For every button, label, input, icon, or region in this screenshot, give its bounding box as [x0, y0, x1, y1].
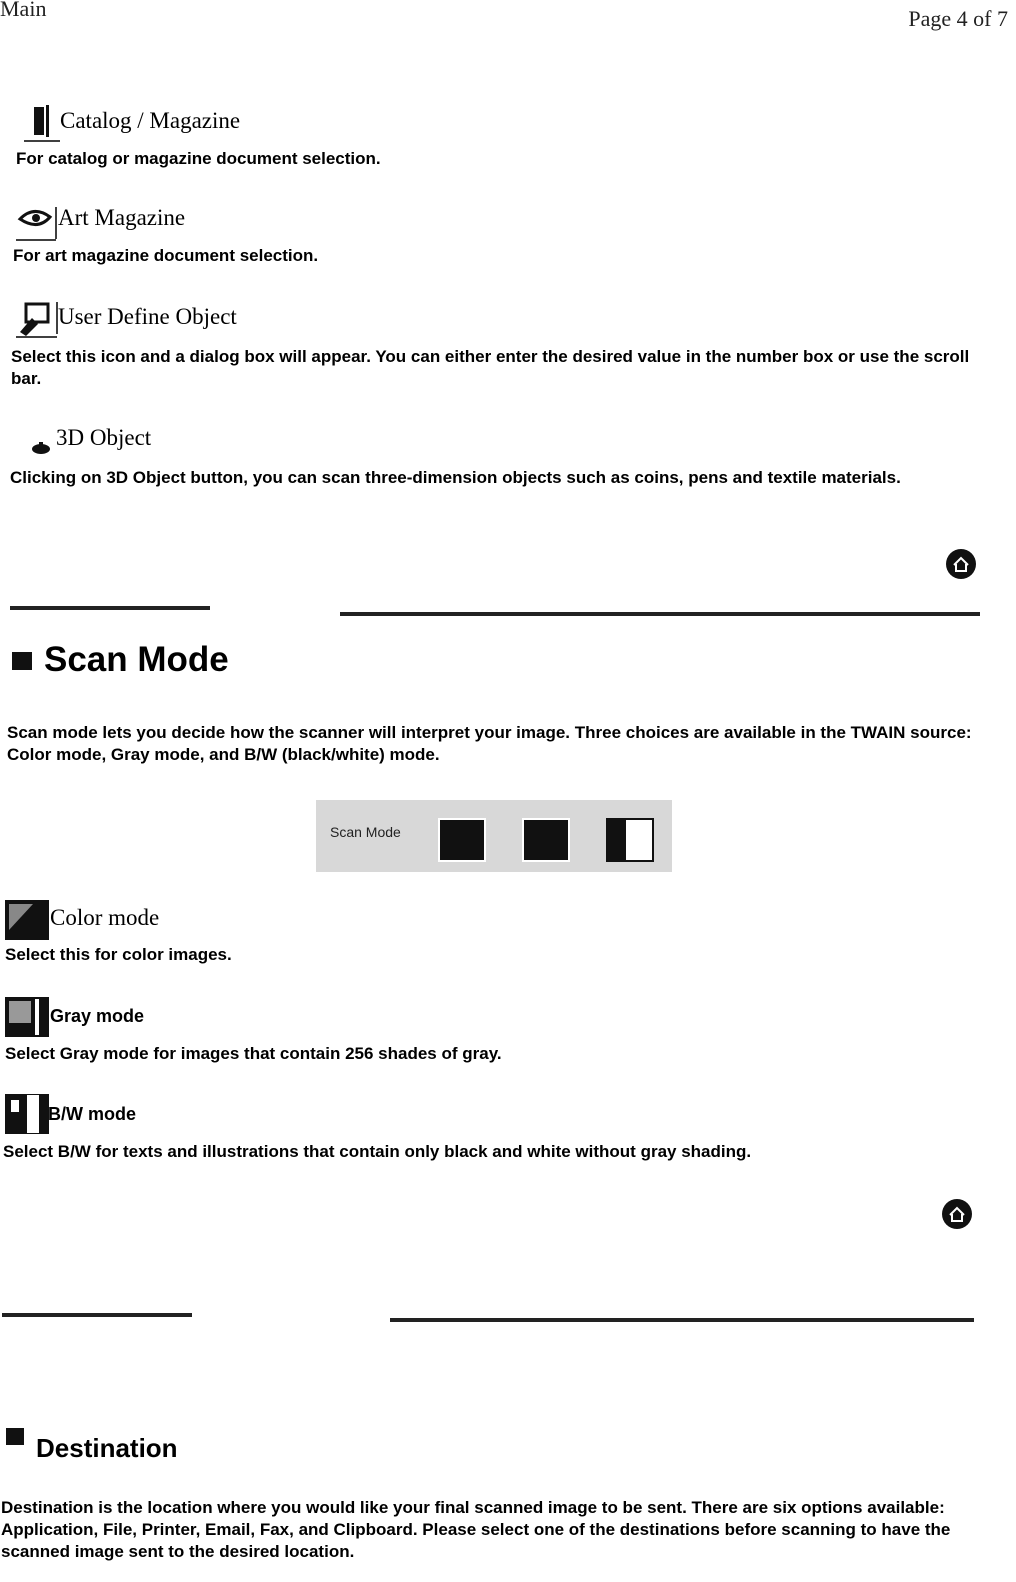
- bw-mode-icon[interactable]: [5, 1094, 49, 1134]
- home-button[interactable]: [946, 549, 976, 579]
- section-bullet: [6, 1428, 24, 1445]
- bw-mode-desc: Select B/W for texts and illustrations that contain only black and white without gray shading.: [3, 1142, 752, 1161]
- section-bullet: [12, 652, 32, 670]
- color-mode-desc: Select this for color images.: [5, 945, 232, 964]
- 3d-object-desc: Clicking on 3D Object button, you can scan three-dimension objects such as coins, pens and textile materials.: [10, 468, 901, 487]
- art-magazine-icon[interactable]: [14, 203, 58, 243]
- user-define-title: User Define Object: [58, 304, 237, 329]
- toolbar-gray-button[interactable]: [522, 818, 570, 862]
- header-left: Main: [0, 0, 47, 21]
- home-icon: [942, 1199, 972, 1229]
- home-button[interactable]: [942, 1199, 972, 1229]
- page-number: Page 4 of 7: [908, 6, 1008, 31]
- gray-mode-icon[interactable]: [5, 997, 49, 1037]
- gray-mode-label: Gray mode: [50, 1006, 145, 1026]
- destination-intro: Destination is the location where you would like your final scanned image to be sent. There are six options available: Application, File, Printer, Email, Fax, and Clipboard. Please select one of the destinations before scanning to have the scanned image sent to the desired location.: [1, 1498, 951, 1561]
- 3d-object-icon[interactable]: [28, 436, 54, 458]
- user-define-desc: Select this icon and a dialog box will appear. You can either enter the desired value in the number box or use the scroll bar.: [11, 347, 970, 388]
- destination-heading: Destination: [36, 1433, 178, 1463]
- catalog-desc: For catalog or magazine document selection.: [16, 149, 381, 168]
- 3d-object-title: 3D Object: [56, 425, 152, 450]
- user-define-icon[interactable]: [14, 300, 60, 340]
- toolbar-color-button[interactable]: [438, 818, 486, 862]
- bw-mode-label: B/W mode: [48, 1104, 136, 1124]
- section-divider: [390, 1318, 974, 1322]
- toolbar-bw-button[interactable]: [606, 818, 654, 862]
- home-icon: [946, 549, 976, 579]
- scan-mode-toolbar: [316, 800, 672, 872]
- scan-mode-intro: Scan mode lets you decide how the scanner will interpret your image. Three choices are available in the TWAIN source: Color mode, Gray mode, and B/W (black/white) mode.: [7, 723, 972, 764]
- art-magazine-title: Art Magazine: [58, 205, 186, 230]
- toolbar-label: Scan Mode: [330, 824, 401, 840]
- section-divider: [10, 606, 210, 610]
- art-magazine-desc: For art magazine document selection.: [13, 246, 319, 265]
- color-mode-label: Color mode: [50, 905, 160, 930]
- section-divider: [2, 1313, 192, 1317]
- gray-mode-desc: Select Gray mode for images that contain 256 shades of gray.: [5, 1044, 502, 1063]
- catalog-title: Catalog / Magazine: [60, 108, 241, 133]
- scan-mode-heading: Scan Mode: [44, 640, 229, 679]
- section-divider: [340, 612, 980, 616]
- color-mode-icon[interactable]: [5, 900, 49, 940]
- catalog-icon[interactable]: [22, 103, 62, 143]
